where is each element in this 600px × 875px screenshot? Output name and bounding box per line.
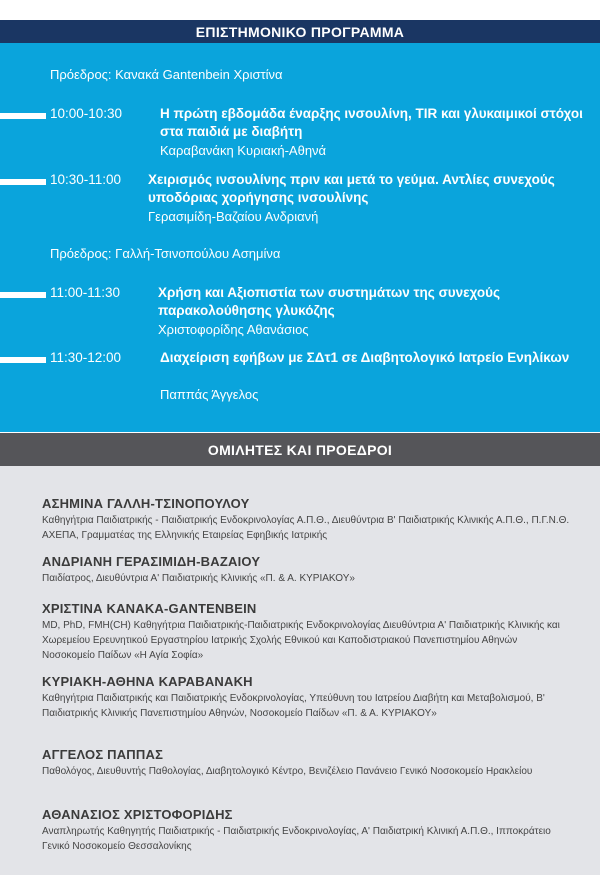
speaker-name: ΧΡΙΣΤΙΝΑ ΚΑΝΑΚΑ-GANTENBEIN [42, 601, 257, 616]
session-title: Διαχείριση εφήβων με ΣΔτ1 σε Διαβητολογικό Ιατρείο Ενηλίκων [160, 350, 570, 365]
speakers-header [0, 433, 600, 466]
speaker-bio: Καθηγήτρια Παιδιατρικής - Παιδιατρικής Ενδοκρινολογίας Α.Π.Θ., Διευθύντρια Β' Παιδιατρικής Κλινικής Α.Π.Θ., Π.Γ.Ν.Θ. ΑΧΕΠΑ, Γραμματέας της Ελληνικής Εταιρείας Εφηβικής Ιατρικής [42, 515, 570, 541]
session-title: Χειρισμός ινσουλίνης πριν και μετά το γεύμα. Αντλίες συνεχούς υποδόριας χορήγησης ινσουλίνης [148, 172, 555, 205]
speaker-bio: Παθολόγος, Διευθυντής Παθολογίας, Διαβητολογικό Κέντρο, Βενιζέλειο Πανάνειο Γενικό Νοσοκομείο Ηρακλείου [42, 766, 533, 777]
session-time: 10:30-11:00 [50, 172, 122, 187]
session-time: 11:30-12:00 [50, 350, 122, 365]
session-speaker: Χριστοφορίδης Αθανάσιος [158, 322, 309, 337]
session-speaker: Καραβανάκη Κυριακή-Αθηνά [160, 143, 327, 158]
speaker-entry [42, 601, 582, 663]
speaker-name: ΑΘΑΝΑΣΙΟΣ ΧΡΙΣΤΟΦΟΡΙΔΗΣ [42, 807, 233, 822]
speaker-bio: Καθηγήτρια Παιδιατρικής και Παιδιατρικής Ενδοκρινολογίας, Υπεύθυνη του Ιατρείου Διαβήτη και Μεταβολισμού, Β' Παιδιατρικής Κλινικής Πανεπιστημίου Αθηνών, Νοσοκομείο Παίδων «Π. & Α. ΚΥΡΙΑΚΟΥ» [42, 693, 545, 719]
program-header [0, 20, 600, 43]
speaker-bio: Παιδίατρος, Διευθύντρια Α' Παιδιατρικής Κλινικής «Π. & Α. ΚΥΡΙΑΚΟΥ» [42, 573, 355, 584]
speakers-section [0, 466, 600, 875]
session-marker [0, 113, 46, 119]
session-title: Χρήση και Αξιοπιστία των συστημάτων της συνεχούς παρακολούθησης γλυκόζης [158, 285, 500, 318]
speaker-name: ΑΣΗΜΙΝΑ ΓΑΛΛΗ-ΤΣΙΝΟΠΟΥΛΟΥ [42, 496, 250, 511]
session-speaker: Παππάς Άγγελος [160, 387, 259, 402]
speaker-bio: MD, PhD, FMH(CH) Καθηγήτρια Παιδιατρικής-Παιδιατρικής Ενδοκρινολογίας Διευθύντρια Α' Παιδιατρικής Κλινικής και Χωρεμείου Ερευνητικού Εργαστηρίου Ιατρικής Σχολής Εθνικού και Καποδιστριακού Πανεπιστημίου Αθηνών Νοσοκομείο Παίδων «Η Αγία Σοφία» [42, 620, 560, 661]
chair-2: Πρόεδρος: Γαλλή-Τσινοπούλου Ασημίνα [50, 246, 281, 261]
speaker-entry [42, 674, 582, 721]
session-marker [0, 292, 46, 298]
session-time: 10:00-10:30 [50, 106, 123, 121]
program-section [0, 43, 600, 432]
program-header-text: ΕΠΙΣΤΗΜΟΝΙΚΟ ΠΡΟΓΡΑΜΜΑ [195, 23, 405, 40]
speaker-name: ΚΥΡΙΑΚΗ-ΑΘΗΝΑ ΚΑΡΑΒΑΝΑΚΗ [42, 674, 253, 689]
speaker-entry [42, 554, 582, 586]
speaker-entry [42, 807, 582, 854]
session-speaker: Γερασιμίδη-Βαζαίου Ανδριανή [148, 209, 319, 224]
speaker-bio: Αναπληρωτής Καθηγητής Παιδιατρικής - Παιδιατρικής Ενδοκρινολογίας, Α' Παιδιατρική Κλινική Α.Π.Θ., Ιπποκράτειο Γενικό Νοσοκομείο Θεσσαλονίκης [42, 826, 551, 852]
session-marker [0, 179, 46, 185]
session-marker [0, 357, 46, 363]
speaker-name: ΑΝΔΡΙΑΝΗ ΓΕΡΑΣΙΜΙΔΗ-ΒΑΖΑΙΟΥ [42, 554, 261, 569]
speaker-entry [42, 496, 582, 543]
chair-1: Πρόεδρος: Κανακά Gantenbein Χριστίνα [50, 67, 283, 82]
speaker-name: ΑΓΓΕΛΟΣ ΠΑΠΠΑΣ [42, 747, 164, 762]
session-title: Η πρώτη εβδομάδα έναρξης ινσουλίνη, TIR και γλυκαιμικοί στόχοι στα παιδιά με διαβήτη [160, 106, 583, 139]
speaker-entry [42, 747, 582, 779]
speakers-header-text: ΟΜΙΛΗΤΕΣ ΚΑΙ ΠΡΟΕΔΡΟΙ [207, 441, 393, 458]
session-time: 11:00-11:30 [50, 285, 121, 300]
